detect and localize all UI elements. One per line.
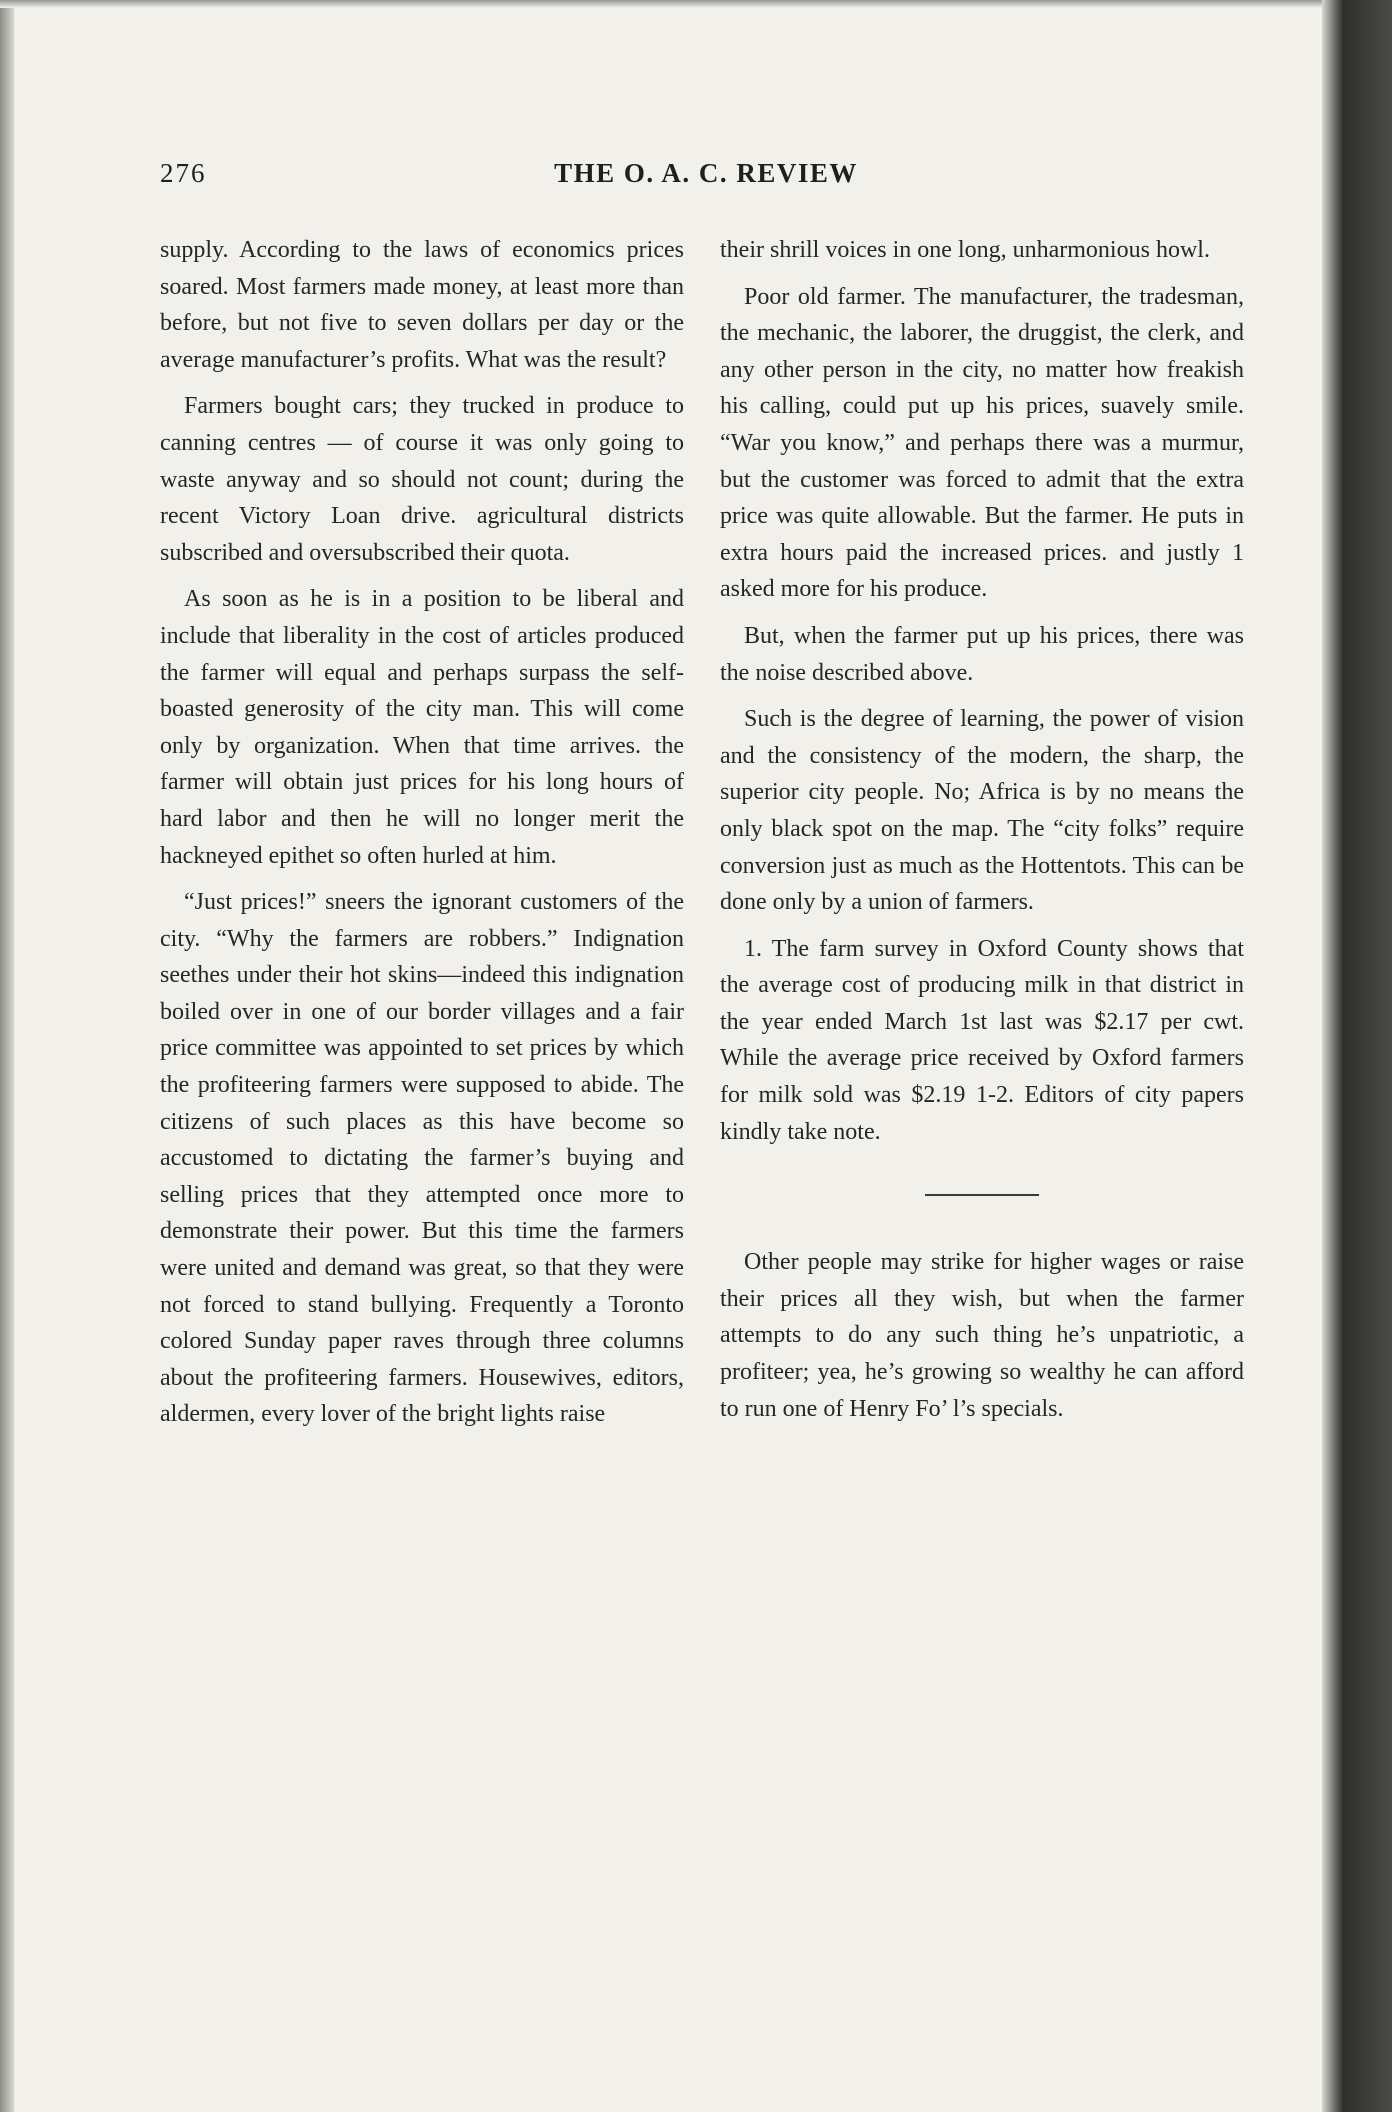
- page-header: [160, 158, 1252, 198]
- page-top-edge: [0, 0, 1338, 8]
- right-paragraph-2: Poor old farmer. The manufacturer, the tradesman, the mechanic, the laborer, the druggist, the clerk, and any other person in the city, no matter how freakish his calling, could put up his prices, suavely smile. “War you know,” and perhaps there was a murmur, but the customer was forced to admit that the extra price was quite allowable. But the farmer. He puts in extra hours paid the increased prices. and justly 1 asked more for his produce.: [720, 283, 1244, 603]
- left-paragraph-1: supply. According to the laws of economics prices soared. Most farmers made money, at least more than before, but not five to seven dollars per day or the average manufacturer’s profits. What was the result?: [160, 237, 684, 373]
- left-paragraph-2: Farmers bought cars; they trucked in produce to canning centres — of course it was only going to waste anyway and so should not count; during the recent Victory Loan drive. agricultural districts subscribed and oversubscribed their quota.: [160, 393, 684, 566]
- binding-shadow-left: [0, 0, 14, 2112]
- footnote: 1. The farm survey in Oxford County shows that the average cost of producing milk in that district in the year ended March 1st last was $2.17 per cwt. While the average price received by Oxford farmers for milk sold was $2.19 1-2. Editors of city papers kindly take note.: [720, 935, 1244, 1145]
- running-title: THE O. A. C. REVIEW: [554, 158, 858, 188]
- left-paragraph-4: “Just prices!” sneers the ignorant customers of the city. “Why the farmers are robbers.” Indignation seethes under their hot skins—indeed this indignation boiled over in one of our border villages and a fair price committee was appointed to set prices by which the profiteering farmers were supposed to abide. The citizens of such places as this have become so accustomed to dictating the farmer’s buying and selling prices that they attempted once more to demonstrate their power. But this time the farmers were united and demand was great, so that they were not forced to stand bullying. Frequently a Toronto colored Sunday paper raves through three columns about the profiteering farmers. Housewives, editors, aldermen, every lover of the bright lights raise: [160, 889, 684, 1428]
- left-paragraph-3: As soon as he is in a position to be liberal and include that liberality in the cost of articles produced the farmer will equal and perhaps surpass the self-boasted generosity of the city man. This will come only by organization. When that time arrives. the farmer will obtain just prices for his long hours of hard labor and then he will no longer merit the hackneyed epithet so often hurled at him.: [160, 586, 684, 869]
- page-number: 276: [160, 158, 207, 188]
- right-column: [720, 232, 1244, 1437]
- closing-paragraph: Other people may strike for higher wages or raise their prices all they wish, but when the farmer attempts to do any such thing he’s unpatriotic, a profiteer; yea, he’s growing so wealthy he can afford to run one of Henry Fo’ l’s specials.: [720, 1249, 1244, 1422]
- binding-shadow-right: [1322, 0, 1392, 2112]
- right-paragraph-4: Such is the degree of learning, the power of vision and the consistency of the modern, the sharp, the superior city people. No; Africa is by no means the only black spot on the map. The “city folks” require conversion just as much as the Hottentots. This can be done only by a union of farmers.: [720, 706, 1244, 916]
- left-column: [160, 232, 684, 1443]
- right-paragraph-3: But, when the farmer put up his prices, there was the noise described above.: [720, 622, 1244, 686]
- right-paragraph-1: their shrill voices in one long, unharmonious howl.: [720, 237, 1210, 263]
- section-divider: [925, 1194, 1039, 1196]
